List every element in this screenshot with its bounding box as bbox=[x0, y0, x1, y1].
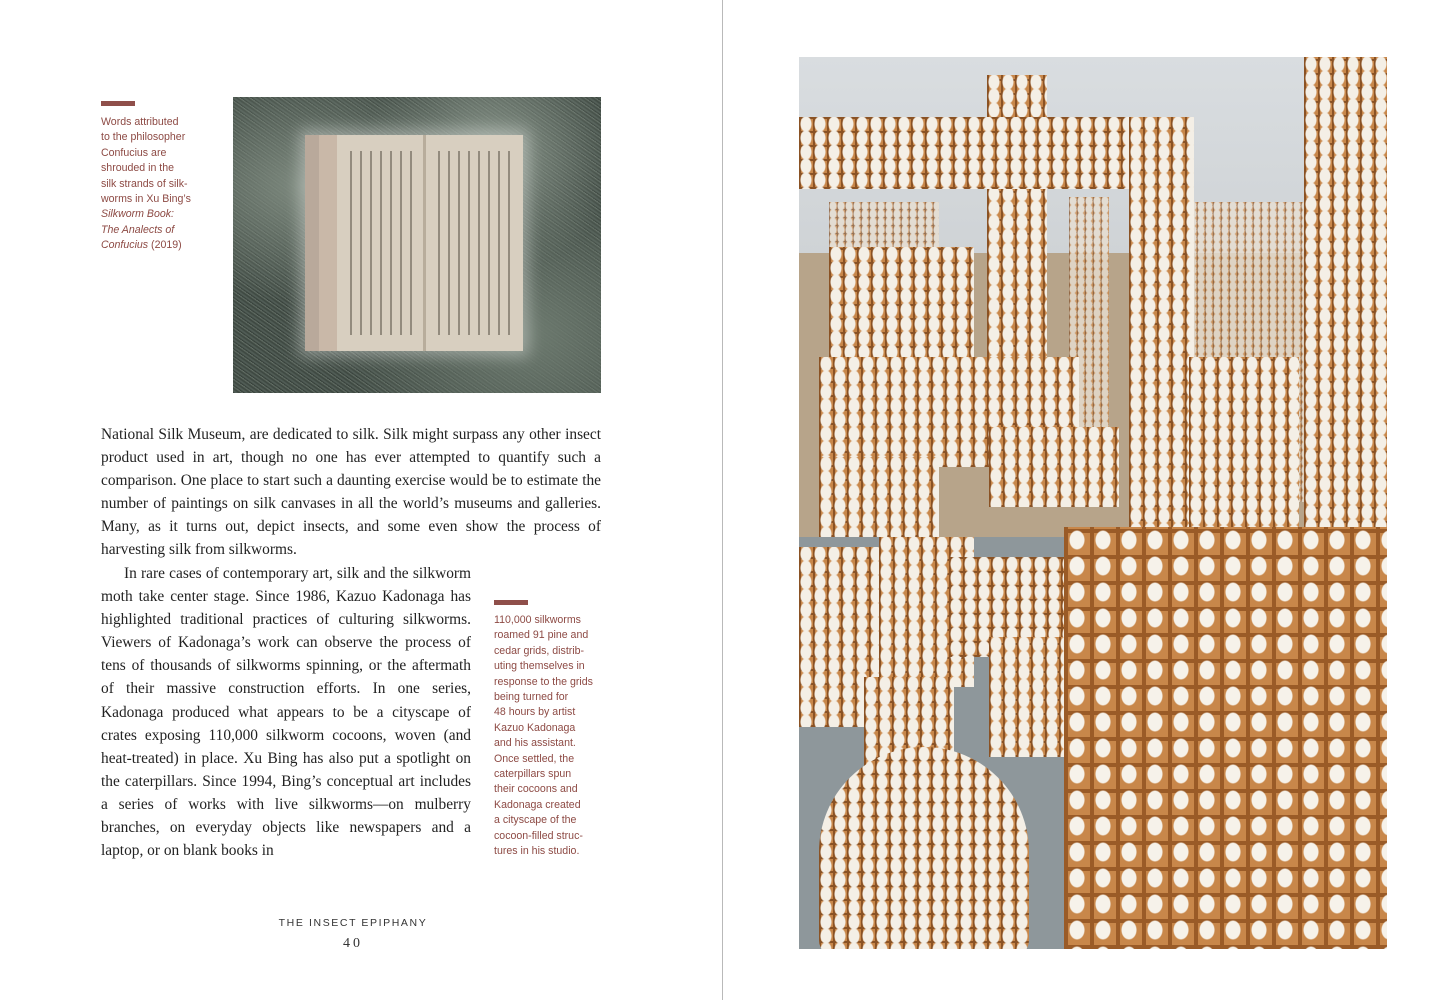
caption-line: worms in Xu Bing’s bbox=[101, 193, 191, 206]
photo-caption-side: 110,000 silkworms roamed 91 pine and cedar grids, distrib- uting themselves in response to the grids being turned for 48 hours by artist Kazuo Kadonaga and his assistant. Once settled, the caterpillars spun their cocoons and Kadonaga created a cityscape of the cocoon-filled struc- tures in his studio. bbox=[494, 614, 593, 858]
body-text-column bbox=[101, 423, 601, 562]
silkworm-cityscape-photo bbox=[799, 57, 1387, 949]
body-text-column-narrow bbox=[101, 562, 471, 862]
caption-line: Confucius are bbox=[101, 146, 167, 159]
caption-rule-side bbox=[494, 600, 528, 605]
body-paragraph: National Silk Museum, are dedicated to silk. Silk might surpass any other insect product used in art, though no one has ever attempted to quantify such a comparison. One place to start such a daunting exercise would be to estimate the number of paintings on silk canvases in all the world’s museums and galleries. Many, as it turns out, depict insects, and some even show the process of harvesting silk from silkworms. bbox=[101, 426, 601, 559]
silkworm-book-photo bbox=[233, 97, 601, 393]
caption-line: silk strands of silk- bbox=[101, 177, 188, 190]
photo-caption-top bbox=[101, 115, 221, 254]
page-number: 40 bbox=[343, 936, 363, 951]
caption-title-line: Confucius (2019) bbox=[101, 239, 182, 252]
running-title: THE INSECT EPIPHANY bbox=[278, 917, 428, 929]
caption-line: shrouded in the bbox=[101, 162, 175, 175]
caption-title-line: Silkworm Book: bbox=[101, 208, 174, 221]
caption-line: to the philosopher bbox=[101, 131, 186, 144]
book-image bbox=[305, 135, 523, 351]
right-page bbox=[723, 0, 1445, 1000]
caption-rule-top bbox=[101, 101, 135, 106]
body-paragraph: In rare cases of contemporary art, silk and the silkworm moth take center stage. Since 1986, Kazuo Kadonaga has highlighted traditional practices of culturing silkworms. Viewers of Kadonaga’s work can observe the process of tens of thousands of silkworms spinning, or the aftermath of their massive construction efforts. In one series, Kadonaga produced what appears to be a cityscape of crates exposing 110,000 silkworm cocoons, woven (and heat-treated) in place. Xu Bing has also put a spotlight on the caterpillars. Since 1994, Bing’s conceptual art includes a series of works with live silkworms—on mulberry branches, on everyday objects like newspapers and a laptop, or on blank books in bbox=[101, 565, 471, 860]
caption-line: Words attributed bbox=[101, 116, 179, 128]
caption-title-line: The Analects of bbox=[101, 223, 175, 236]
